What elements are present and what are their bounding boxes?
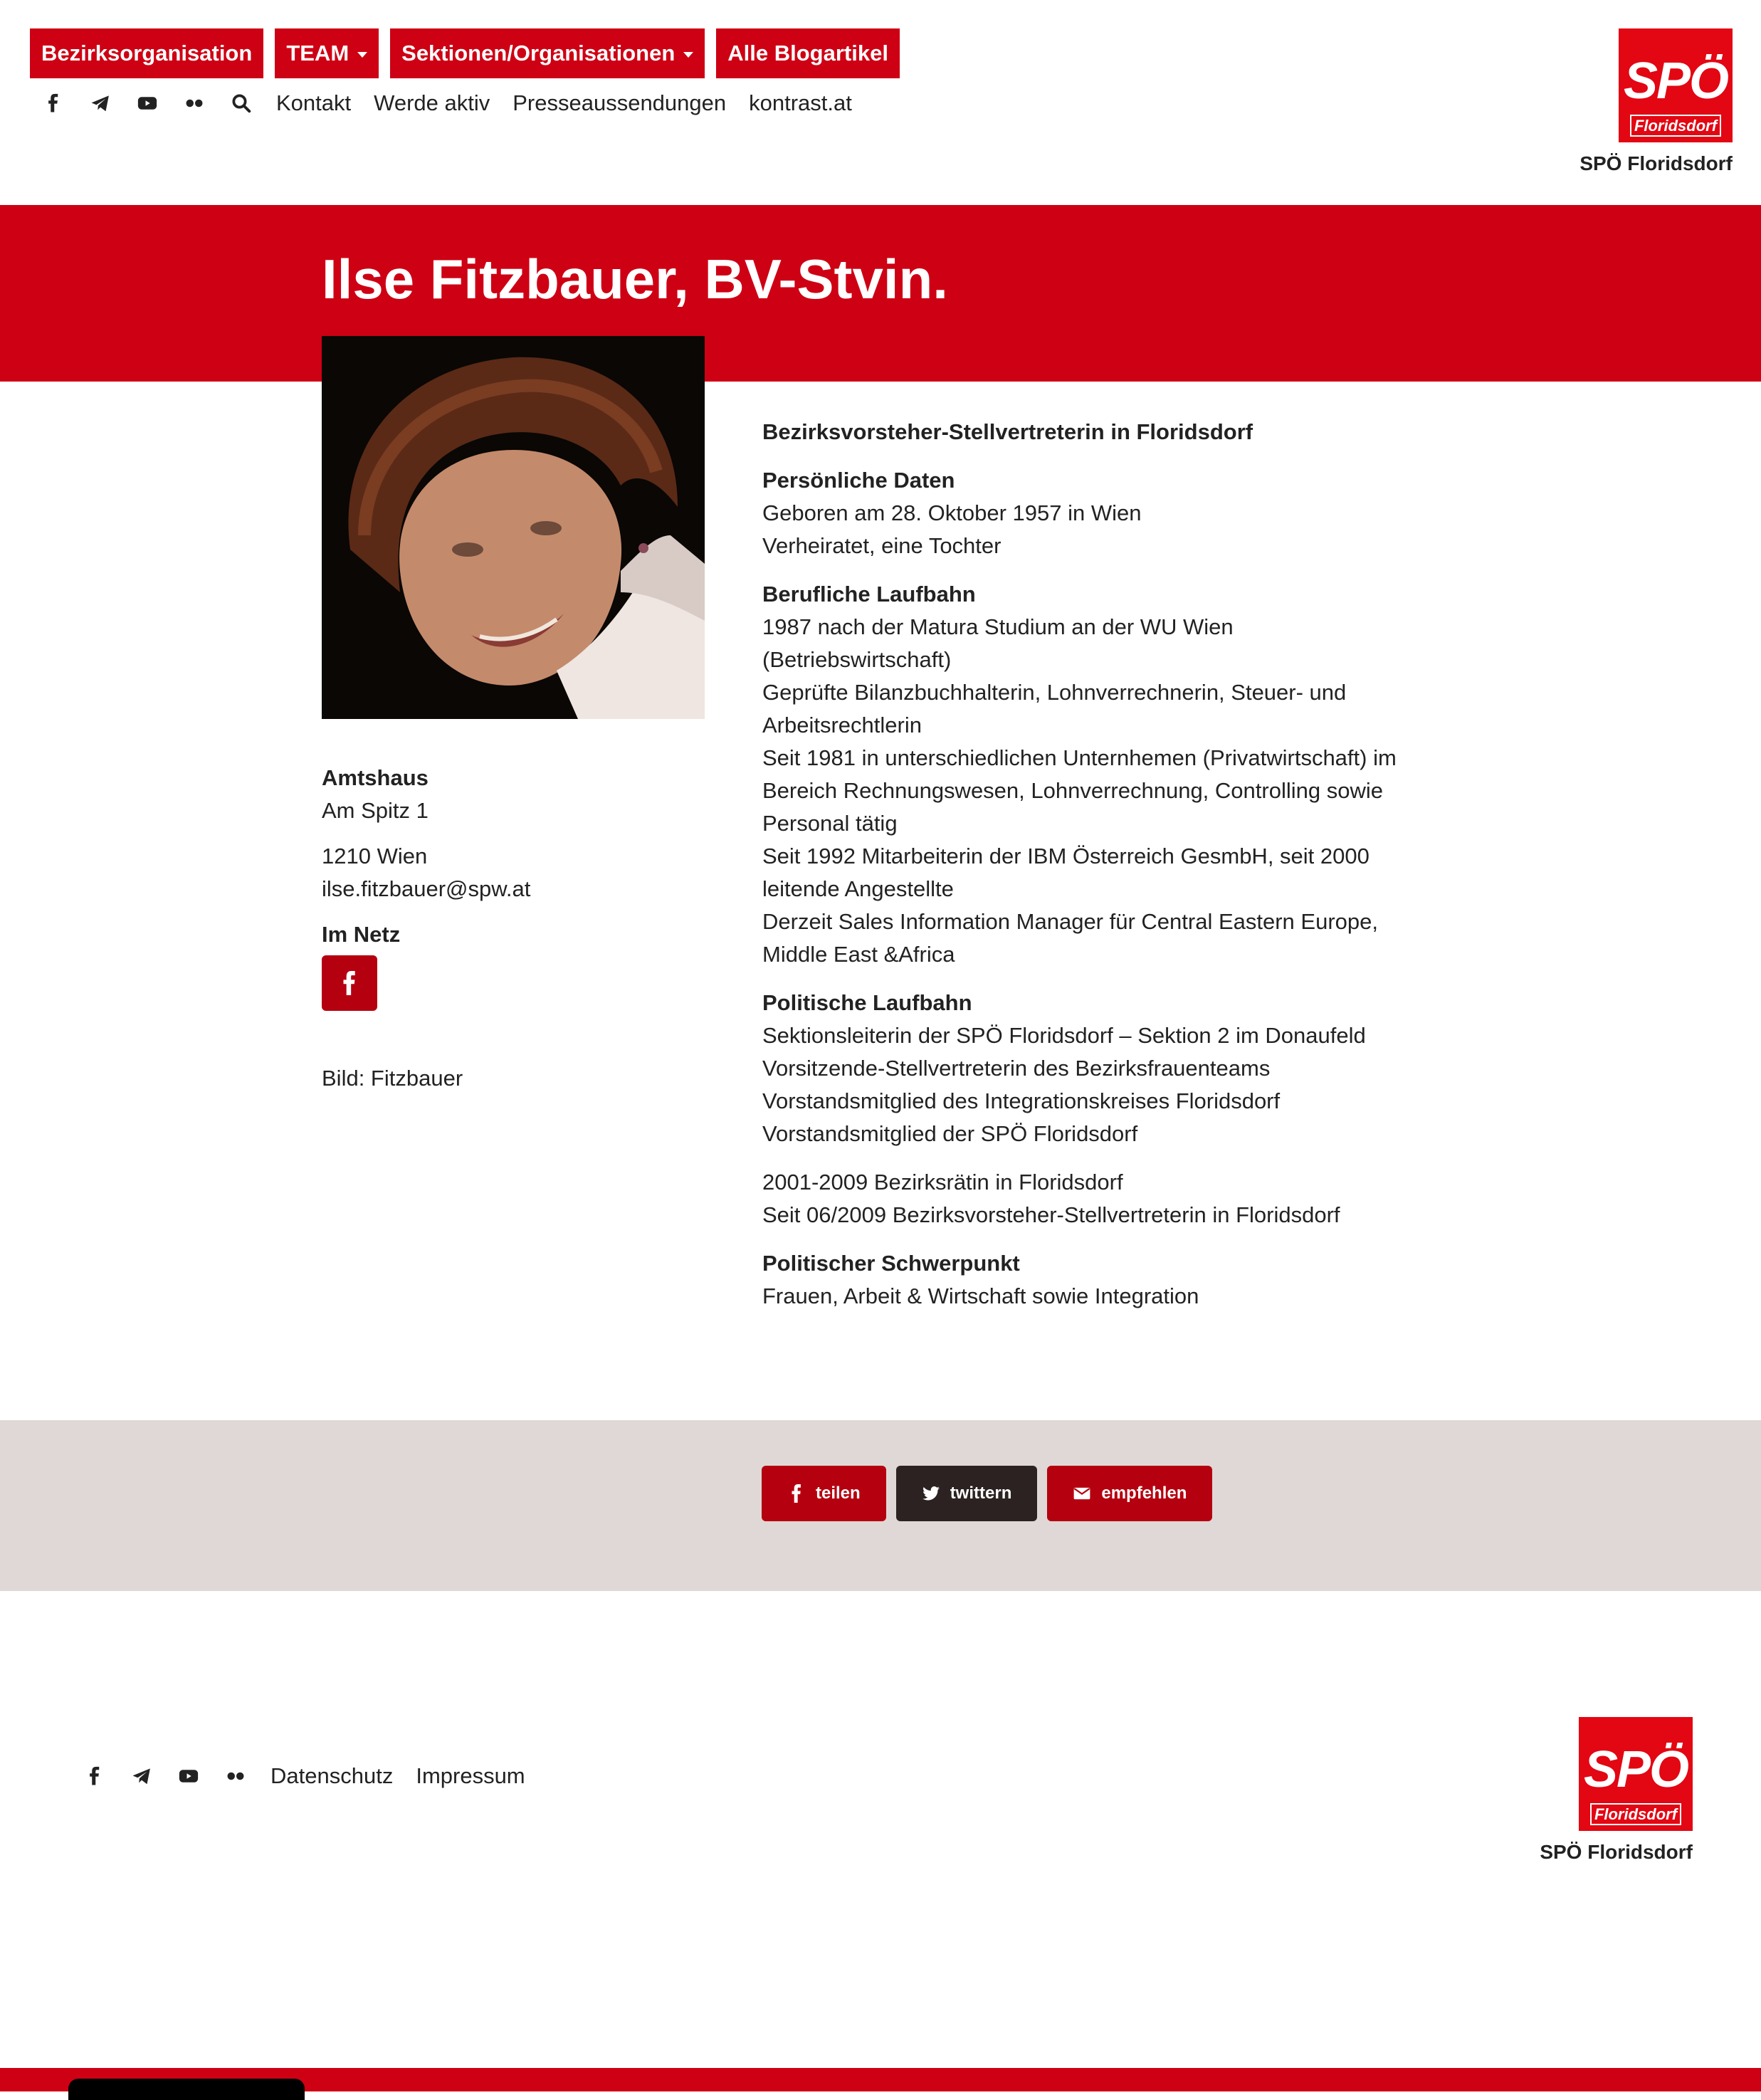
nav-label: Alle Blogartikel: [727, 41, 888, 65]
email-link[interactable]: ilse.fitzbauer@spw.at: [322, 876, 531, 901]
office-street: Am Spitz 1: [322, 798, 429, 823]
spacer: [322, 905, 706, 918]
nav-sektionen[interactable]: [390, 28, 705, 78]
net-heading: Im Netz: [322, 922, 401, 947]
politics-section: [762, 987, 1431, 1150]
share-label: empfehlen: [1101, 1484, 1187, 1503]
profile-facebook-button[interactable]: [322, 955, 377, 1011]
bio-line: Middle East &Africa: [762, 942, 955, 967]
portrait-photo: [322, 336, 705, 719]
bio-line: Seit 1981 in unterschiedlichen Unternhemen (Privatwirtschaft) im: [762, 745, 1397, 770]
footer-logo[interactable]: [1522, 1717, 1693, 1864]
terms-section: [762, 1166, 1431, 1232]
footer-navigation: [83, 1758, 548, 1794]
flickr-icon[interactable]: [224, 1764, 248, 1788]
bio-line: Derzeit Sales Information Manager für Central Eastern Europe,: [762, 909, 1378, 934]
nav-label: Bezirksorganisation: [41, 41, 253, 65]
logo-mark-sub-wrap: [1579, 1807, 1693, 1822]
share-label: teilen: [816, 1484, 861, 1503]
bio-line: Seit 06/2009 Bezirksvorsteher-Stellvertreterin in Floridsdorf: [762, 1202, 1340, 1227]
section-heading: Politischer Schwerpunkt: [762, 1251, 1020, 1276]
nav-label: Sektionen/Organisationen: [401, 41, 676, 65]
envelope-icon: [1073, 1484, 1091, 1503]
logo-caption: SPÖ Floridsdorf: [1540, 1841, 1693, 1863]
flickr-icon[interactable]: [182, 91, 206, 115]
facebook-icon: [340, 971, 359, 995]
share-label: twittern: [950, 1484, 1012, 1503]
office-heading: Amtshaus: [322, 765, 429, 790]
biography: [762, 416, 1431, 1328]
photo-credit: Bild: Fitzbauer: [322, 1066, 463, 1091]
spacer: [322, 827, 706, 840]
office-city: 1210 Wien: [322, 844, 428, 868]
logo-mark-text: SPÖ: [1583, 1741, 1688, 1798]
bio-line: (Betriebswirtschaft): [762, 647, 952, 672]
nav-alle-blogartikel[interactable]: [716, 28, 900, 78]
bio-line: Frauen, Arbeit & Wirtschaft sowie Integration: [762, 1283, 1199, 1308]
facebook-icon[interactable]: [41, 91, 65, 115]
bio-line: leitende Angestellte: [762, 876, 954, 901]
bio-line: Personal tätig: [762, 811, 898, 836]
facebook-icon: [787, 1484, 806, 1503]
bio-line: Verheiratet, eine Tochter: [762, 533, 1002, 558]
main-navigation: [30, 28, 900, 78]
logo-caption: SPÖ Floridsdorf: [1579, 152, 1733, 174]
youtube-icon[interactable]: [135, 91, 159, 115]
youtube-icon[interactable]: [177, 1764, 201, 1788]
spo-logo-mark: [1619, 28, 1733, 142]
bio-line: Bereich Rechnungswesen, Lohnverrechnung, Controlling sowie: [762, 778, 1383, 803]
page-title: Ilse Fitzbauer, BV-Stvin.: [322, 248, 948, 310]
logo-mark-sub: Floridsdorf: [1590, 1803, 1681, 1825]
bio-line: Vorsitzende-Stellvertreterin des Bezirksfrauenteams: [762, 1056, 1271, 1081]
facebook-icon[interactable]: [83, 1764, 107, 1788]
bio-line: Geboren am 28. Oktober 1957 in Wien: [762, 500, 1142, 525]
bio-line: Sektionsleiterin der SPÖ Floridsdorf – Sektion 2 im Donaufeld: [762, 1023, 1366, 1048]
career-section: [762, 578, 1431, 971]
spacer: [322, 1011, 706, 1062]
nav-label: TEAM: [286, 41, 349, 65]
focus-section: [762, 1247, 1431, 1313]
contact-sidebar: [322, 762, 706, 1095]
share-twitter-button[interactable]: [896, 1466, 1038, 1521]
section-heading: Persönliche Daten: [762, 468, 955, 493]
twitter-icon: [922, 1484, 940, 1503]
logo-mark-sub-wrap: [1619, 118, 1733, 134]
bio-line: 2001-2009 Bezirksrätin in Floridsdorf: [762, 1170, 1123, 1195]
bio-line: Vorstandsmitglied der SPÖ Floridsdorf: [762, 1121, 1138, 1146]
share-buttons: [762, 1466, 1212, 1521]
telegram-icon[interactable]: [130, 1764, 154, 1788]
caret-down-icon: [683, 52, 693, 58]
role-heading: Bezirksvorsteher-Stellvertreterin in Floridsdorf: [762, 419, 1253, 444]
nav-link-presseaussendungen[interactable]: Presseaussendungen: [512, 90, 727, 115]
telegram-icon[interactable]: [88, 91, 112, 115]
bio-line: Vorstandsmitglied des Integrationskreises Floridsdorf: [762, 1088, 1281, 1113]
bio-line: Arbeitsrechtlerin: [762, 713, 922, 737]
bottom-tab[interactable]: [68, 2079, 305, 2100]
logo-mark-text: SPÖ: [1623, 53, 1728, 110]
nav-bezirksorganisation[interactable]: [30, 28, 263, 78]
site-logo[interactable]: [1562, 28, 1733, 175]
share-email-button[interactable]: [1047, 1466, 1212, 1521]
logo-mark-sub: Floridsdorf: [1630, 115, 1721, 137]
caret-down-icon: [357, 52, 367, 58]
footer-link-impressum[interactable]: Impressum: [416, 1763, 525, 1788]
section-heading: Politische Laufbahn: [762, 990, 972, 1015]
search-icon[interactable]: [229, 91, 253, 115]
footer-link-datenschutz[interactable]: Datenschutz: [270, 1763, 394, 1788]
share-facebook-button[interactable]: [762, 1466, 886, 1521]
secondary-navigation: [41, 85, 875, 121]
bio-line: Seit 1992 Mitarbeiterin der IBM Österreich GesmbH, seit 2000: [762, 844, 1370, 868]
personal-section: [762, 464, 1431, 562]
spo-logo-mark: [1579, 1717, 1693, 1831]
nav-team[interactable]: [275, 28, 379, 78]
bio-line: Geprüfte Bilanzbuchhalterin, Lohnverrechnerin, Steuer- und: [762, 680, 1347, 705]
nav-link-werde-aktiv[interactable]: Werde aktiv: [374, 90, 490, 115]
nav-link-kontrast[interactable]: kontrast.at: [749, 90, 852, 115]
section-heading: Berufliche Laufbahn: [762, 582, 976, 607]
bio-line: 1987 nach der Matura Studium an der WU Wien: [762, 614, 1234, 639]
nav-link-kontakt[interactable]: Kontakt: [276, 90, 352, 115]
